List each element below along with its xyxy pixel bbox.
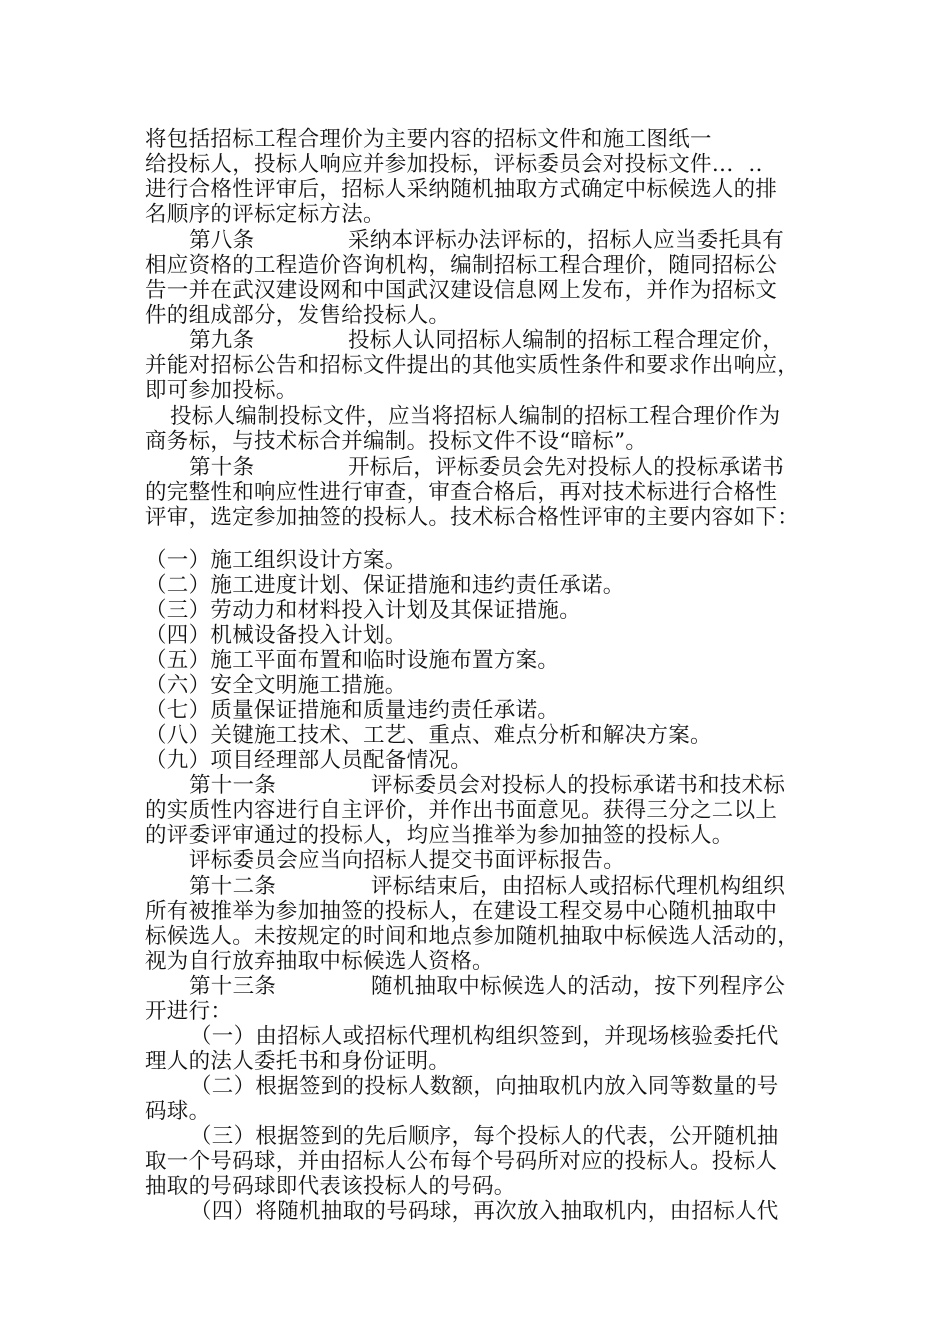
list-item: （一）施工组织设计方案。 (145, 548, 407, 573)
text-line: 的实质性内容进行自主评价，并作出书面意见。获得三分之二以上 (145, 798, 778, 823)
text-line: 取一个号码球，并由招标人公布每个号码所对应的投标人。投标人 (145, 1149, 778, 1174)
text-line: 给投标人，投标人响应并参加投标，评标委员会对投标文件‥．‥ (145, 152, 763, 177)
text-line: 标候选人。未按规定的时间和地点参加随机抽取中标候选人活动的， (145, 924, 800, 949)
article-label: 第九条 (189, 328, 255, 353)
text-line: 视为自行放弃抽取中标候选人资格。 (145, 949, 494, 974)
text-line: （二）根据签到的投标人数额，向抽取机内放入同等数量的号 (190, 1074, 779, 1099)
text-line: 评审，选定参加抽签的投标人。技术标合格性评审的主要内容如下： (145, 505, 800, 530)
text-line: （一）由招标人或招标代理机构组织签到，并现场核验委托代 (190, 1024, 779, 1049)
article-text: 随机抽取中标候选人的活动，按下列程序公 (371, 974, 786, 999)
text-line: 的评委评审通过的投标人，均应当推举为参加抽签的投标人。 (145, 823, 734, 848)
text-line: （三）根据签到的先后顺序，每个投标人的代表，公开随机抽 (190, 1124, 779, 1149)
text-line: 相应资格的工程造价咨询机构，编制招标工程合理价，随同招标公 (145, 253, 778, 278)
article-label: 第十一条 (189, 773, 277, 798)
article-label: 第八条 (189, 228, 255, 253)
list-item: （四）机械设备投入计划。 (145, 623, 407, 648)
text-line: 商务标，与技术标合并编制。投标文件不设“暗标”。 (145, 429, 648, 454)
article-text: 评标委员会对投标人的投标承诺书和技术标 (371, 773, 786, 798)
text-line: 即可参加投标。 (145, 378, 298, 403)
article-text: 采纳本评标办法评标的，招标人应当委托具有 (348, 228, 785, 253)
list-item: （三）劳动力和材料投入计划及其保证措施。 (145, 598, 582, 623)
list-item: （二）施工进度计划、保证措施和违约责任承诺。 (145, 573, 625, 598)
text-line: 理人的法人委托书和身份证明。 (145, 1049, 451, 1074)
list-item: （七）质量保证措施和质量违约责任承诺。 (145, 698, 560, 723)
article-text: 投标人认同招标人编制的招标工程合理定价， (348, 328, 785, 353)
text-line: 将包括招标工程合理价为主要内容的招标文件和施工图纸一 (145, 127, 712, 152)
text-line: 码球。 (145, 1099, 211, 1124)
article-label: 第十三条 (189, 974, 277, 999)
text-line: 所有被推举为参加抽签的投标人，在建设工程交易中心随机抽取中 (145, 899, 778, 924)
text-line: （四）将随机抽取的号码球，再次放入抽取机内，由招标人代 (190, 1199, 779, 1224)
text-line: 投标人编制投标文件，应当将招标人编制的招标工程合理价作为 (170, 404, 781, 429)
list-item: （六）安全文明施工措施。 (145, 673, 407, 698)
list-item: （五）施工平面布置和临时设施布置方案。 (145, 648, 560, 673)
text-line: 评标委员会应当向招标人提交书面评标报告。 (189, 848, 626, 873)
article-text: 评标结束后，由招标人或招标代理机构组织 (371, 874, 786, 899)
text-line: 进行合格性评审后，招标人采纳随机抽取方式确定中标候选人的排 (145, 177, 778, 202)
text-line: 开进行： (145, 999, 233, 1024)
text-line: 名顺序的评标定标方法。 (145, 202, 385, 227)
article-text: 开标后，评标委员会先对投标人的投标承诺书 (348, 455, 785, 480)
text-line: 告一并在武汉建设网和中国武汉建设信息网上发布，并作为招标文 (145, 278, 778, 303)
article-label: 第十条 (189, 455, 255, 480)
text-line: 件的组成部分，发售给投标人。 (145, 303, 451, 328)
text-line: 并能对招标公告和招标文件提出的其他实质性条件和要求作出响应， (145, 353, 800, 378)
list-item: （九）项目经理部人员配备情况。 (145, 748, 473, 773)
text-line: 的完整性和响应性进行审查，审查合格后，再对技术标进行合格性 (145, 480, 778, 505)
article-label: 第十二条 (189, 874, 277, 899)
list-item: （八）关键施工技术、工艺、重点、难点分析和解决方案。 (145, 723, 712, 748)
text-line: 抽取的号码球即代表该投标人的号码。 (145, 1174, 516, 1199)
